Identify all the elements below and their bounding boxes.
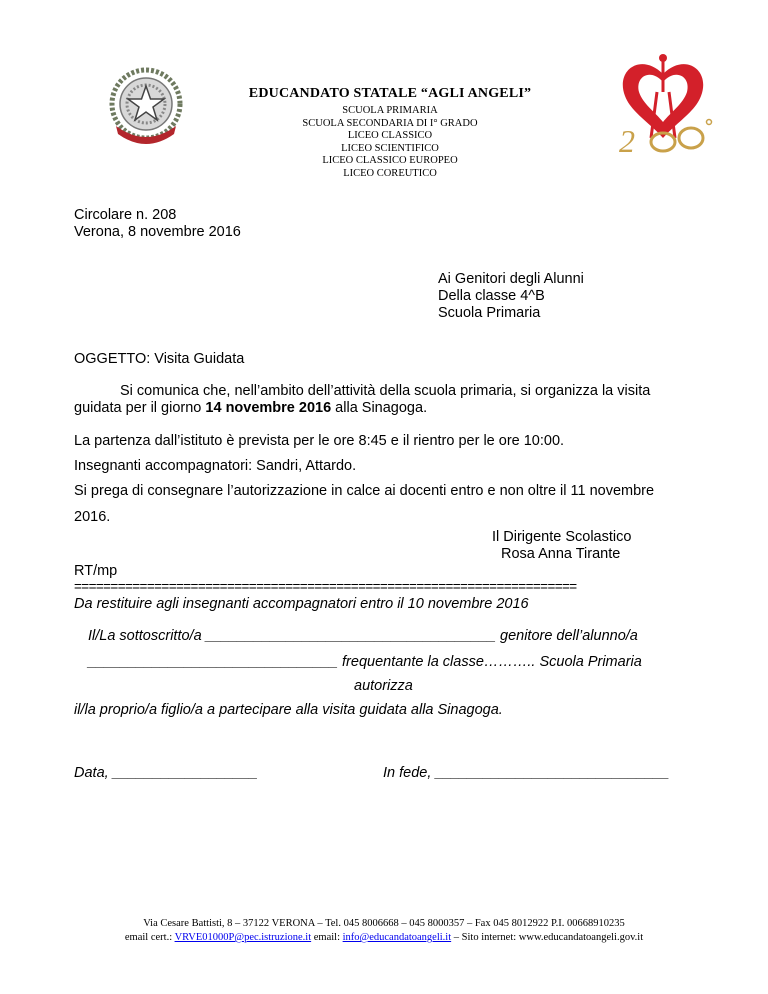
authorizes-label: autorizza (354, 678, 413, 694)
recipient-line-3: Scuola Primaria (438, 305, 541, 321)
visit-date: 14 novembre 2016 (205, 400, 332, 416)
signature-field: In fede, _____________________________ (383, 765, 670, 781)
subject: OGGETTO: Visita Guidata (74, 351, 245, 367)
school-type-scientifico: LICEO SCIENTIFICO (341, 142, 439, 154)
class-line: _______________________________ frequentante la classe……….. Scuola Primaria (88, 654, 642, 670)
school-type-classico: LICEO CLASSICO (347, 130, 433, 141)
initials: RT/mp (74, 563, 118, 579)
permission-text: il/la proprio/a figlio/a a partecipare alla visita guidata alla Sinagoga. (74, 702, 503, 718)
recipient-line-2: Della classe 4^B (438, 288, 545, 304)
separator-line: ===================================================================== (74, 579, 577, 594)
footer-address: Via Cesare Battisti, 8 – 37122 VERONA – Tel. 045 8006668 – 045 8000357 – Fax 045 8012922 P.I. 00668910235 (143, 918, 625, 929)
undersigned-line: Il/La sottoscritto/a ____________________________________ genitore dell’alunno/a (88, 628, 638, 644)
teachers-info: Insegnanti accompagnatori: Sandri, Attardo. (74, 458, 357, 474)
request-line-2: 2016. (74, 509, 111, 525)
republic-emblem-icon (104, 64, 188, 148)
school-name: EDUCANDATO STATALE “AGLI ANGELI” (248, 86, 532, 101)
body-line-2: guidata per il giorno 14 novembre 2016 alla Sinagoga. (74, 400, 428, 416)
pec-email-link[interactable]: VRVE01000P@pec.istruzione.it (174, 932, 312, 943)
request-line-1: Si prega di consegnare l’autorizzazione in calce ai docenti entro e non oltre il 11 novembre (74, 483, 655, 499)
circolare-number: Circolare n. 208 (74, 207, 177, 223)
school-type-coreutico: LICEO COREUTICO (343, 167, 437, 179)
footer-contacts: email cert.: VRVE01000P@pec.istruzione.it email: info@educandatoangeli.it – Sito internet: www.educandatoangeli.gov.it (124, 932, 644, 943)
recipient-line-1: Ai Genitori degli Alunni (438, 271, 584, 287)
return-note: Da restituire agli insegnanti accompagnatori entro il 10 novembre 2016 (74, 596, 529, 612)
anniversary-200-logo-icon (611, 52, 721, 162)
email-link[interactable]: info@educandatoangeli.it (342, 932, 452, 943)
departure-info: La partenza dall’istituto è prevista per le ore 8:45 e il rientro per le ore 10:00. (74, 433, 565, 449)
school-type-europeo: LICEO CLASSICO EUROPEO (322, 155, 458, 166)
place-date: Verona, 8 novembre 2016 (74, 224, 241, 240)
signature-name: Rosa Anna Tirante (501, 546, 621, 562)
school-type-secondary: SCUOLA SECONDARIA DI I° GRADO (302, 117, 478, 129)
date-field: Data, __________________ (74, 765, 258, 781)
body-line-1: Si comunica che, nell’ambito dell’attività della scuola primaria, si organizza la visita (120, 383, 651, 399)
footer (0, 917, 768, 945)
signature-role: Il Dirigente Scolastico (492, 529, 632, 545)
svg-text:2: 2 (619, 123, 635, 159)
school-type-primary: SCUOLA PRIMARIA (342, 105, 438, 116)
school-header (230, 86, 550, 180)
